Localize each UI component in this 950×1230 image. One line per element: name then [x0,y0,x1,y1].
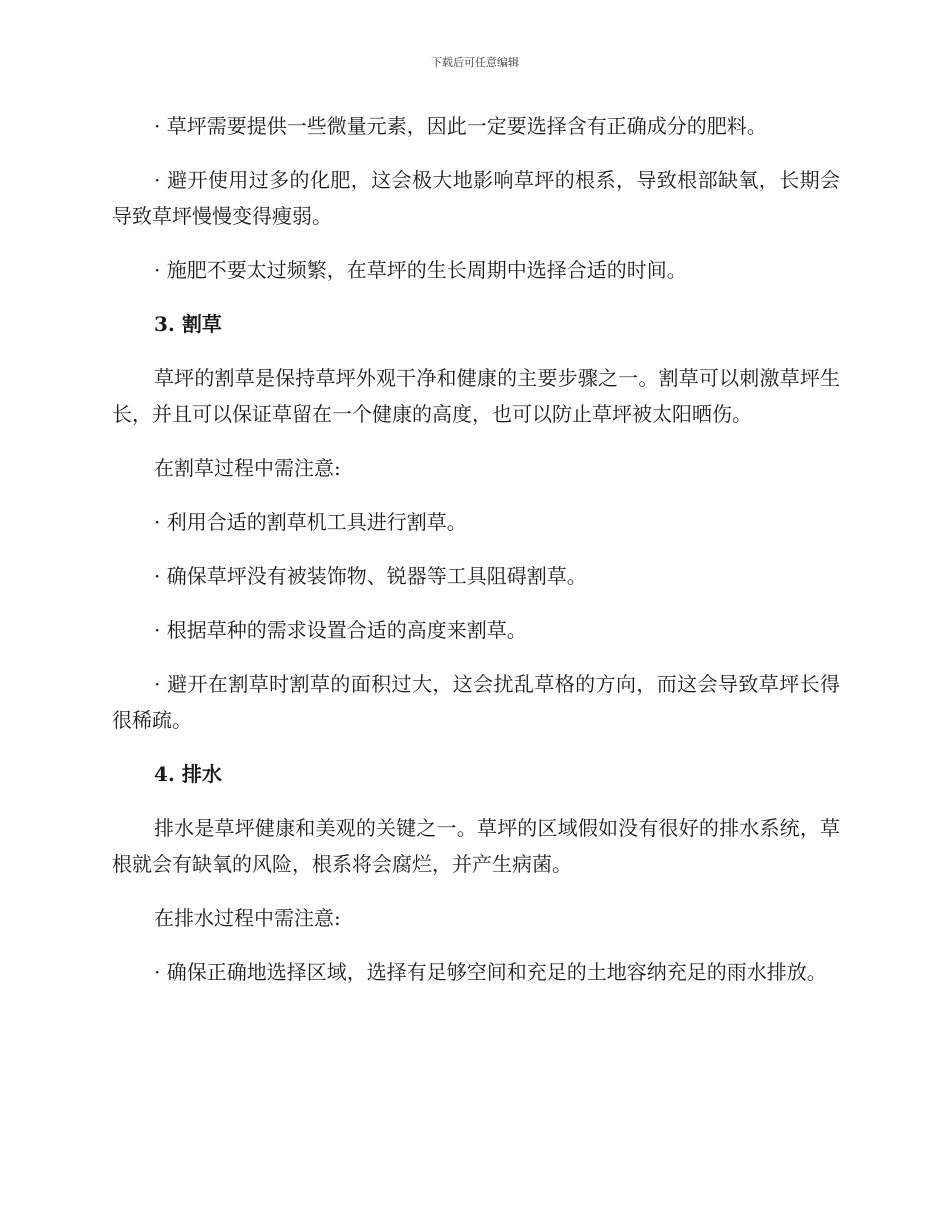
bullet-paragraph: · 根据草种的需求设置合适的高度来割草。 [154,618,527,642]
bullet-paragraph: · 避开使用过多的化肥，这会极大地影响草坪的根系，导致根部缺氧，长期会导致草坪慢慢变得瘦弱。 [112,168,840,228]
bullet-paragraph: · 施肥不要太过频繁，在草坪的生长周期中选择合适的时间。 [154,258,687,282]
section-heading: 3. 割草 [154,312,222,336]
body-paragraph: 草坪的割草是保持草坪外观干净和健康的主要步骤之一。割草可以刺激草坪生长，并且可以保证草留在一个健康的高度，也可以防止草坪被太阳晒伤。 [112,366,840,426]
document-body [112,108,840,1008]
bullet-paragraph: · 确保正确地选择区域，选择有足够空间和充足的土地容纳充足的雨水排放。 [154,960,827,984]
bullet-paragraph: · 草坪需要提供一些微量元素，因此一定要选择含有正确成分的肥料。 [154,114,767,138]
section-heading: 4. 排水 [154,762,222,786]
body-paragraph: 在割草过程中需注意: [154,456,341,480]
body-paragraph: 排水是草坪健康和美观的关键之一。草坪的区域假如没有很好的排水系统，草根就会有缺氧的风险，根系将会腐烂，并产生病菌。 [112,816,840,876]
body-paragraph: 在排水过程中需注意: [154,906,341,930]
bullet-paragraph: · 确保草坪没有被装饰物、锐器等工具阻碍割草。 [154,564,587,588]
bullet-paragraph: · 避开在割草时割草的面积过大，这会扰乱草格的方向，而这会导致草坪长得很稀疏。 [112,672,840,732]
page-header: 下载后可任意编辑 [431,56,519,69]
bullet-paragraph: · 利用合适的割草机工具进行割草。 [154,510,467,534]
